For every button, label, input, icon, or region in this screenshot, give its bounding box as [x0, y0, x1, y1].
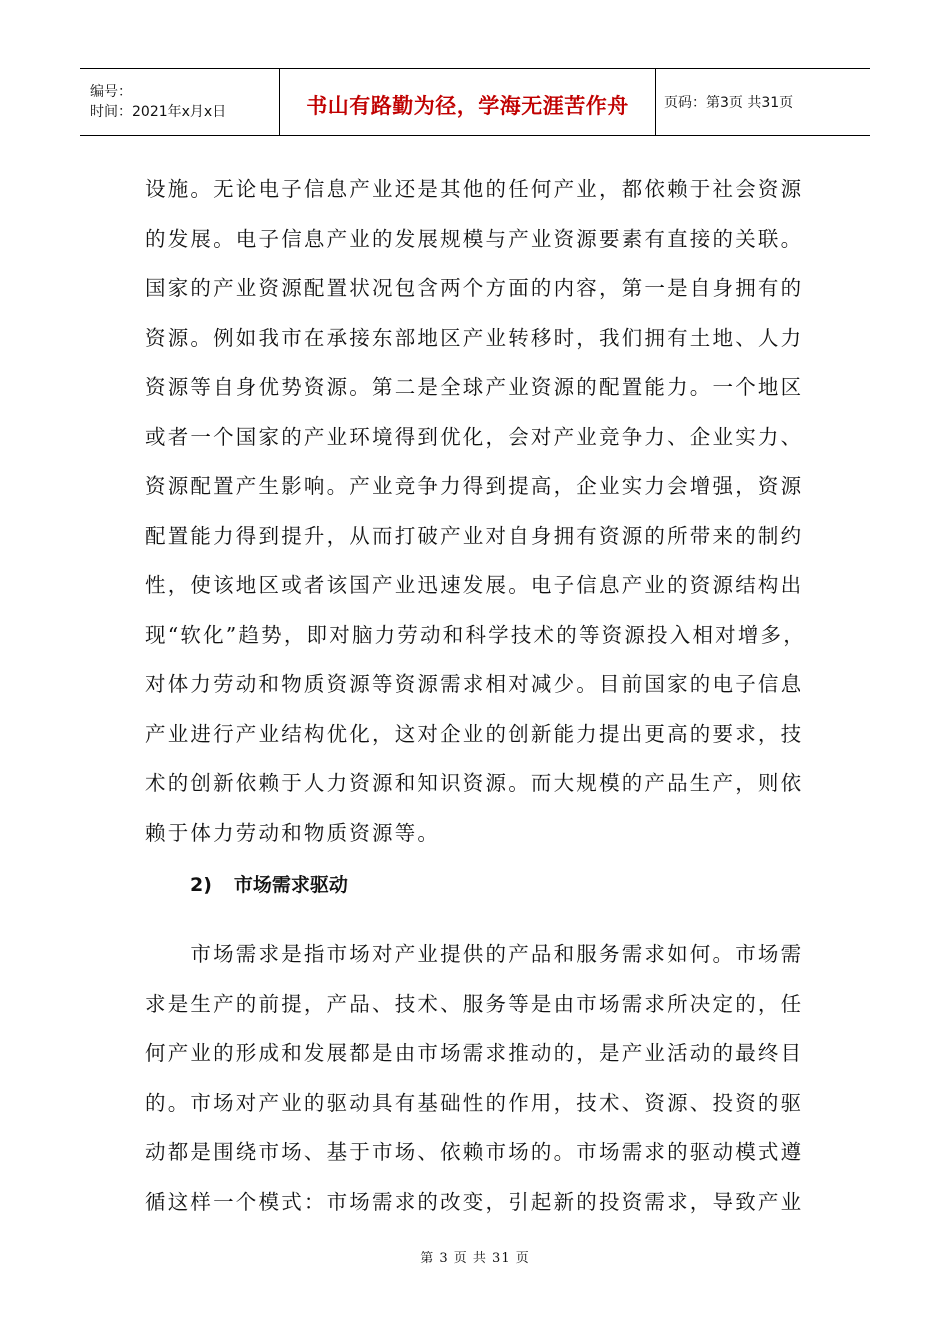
- text-line: 性，使该地区或者该国产业迅速发展。电子信息产业的资源结构出: [145, 573, 804, 597]
- text-line: 或者一个国家的产业环境得到优化，会对产业竞争力、企业实力、: [145, 424, 804, 449]
- document-number-label: 编号：: [90, 84, 132, 100]
- text-line: 赖于体力劳动和物质资源等。: [145, 820, 441, 845]
- text-line: 资源配置产生影响。产业竞争力得到提高，企业实力会增强，资源: [145, 474, 804, 498]
- header-page-info: 页码：第3页 共31页: [664, 95, 794, 111]
- header-motto: 书山有路勤为径，学海无涯苦作舟: [306, 94, 629, 118]
- paragraph-market-demand: [145, 930, 804, 1227]
- text-line: 动都是围绕市场、基于市场、依赖市场的。市场需求的驱动模式遵: [145, 1140, 804, 1164]
- text-line: 现“软化”趋势，即对脑力劳动和科学技术的等资源投入相对增多，: [145, 622, 806, 647]
- document-date: 时间：2021年x月x日: [90, 104, 227, 120]
- text-line: 循这样一个模式：市场需求的改变，引起新的投资需求，导致产业: [145, 1189, 804, 1214]
- page-header: [80, 68, 870, 136]
- paragraph-resources: [145, 165, 806, 858]
- text-line: 的发展。电子信息产业的发展规模与产业资源要素有直接的关联。: [145, 226, 804, 251]
- text-line: 配置能力得到提升，从而打破产业对自身拥有资源的所带来的制约: [145, 523, 804, 548]
- section-title: 市场需求驱动: [233, 874, 348, 896]
- text-line: 何产业的形成和发展都是由市场需求推动的，是产业活动的最终目: [145, 1041, 804, 1065]
- text-line: 对体力劳动和物质资源等资源需求相对减少。目前国家的电子信息: [145, 672, 804, 696]
- text-line: 术的创新依赖于人力资源和知识资源。而大规模的产品生产，则依: [145, 771, 804, 795]
- text-line: 设施。无论电子信息产业还是其他的任何产业，都依赖于社会资源: [145, 177, 804, 201]
- text-line: 国家的产业资源配置状况包含两个方面的内容，第一是自身拥有的: [145, 276, 804, 300]
- text-line: 市场需求是指市场对产业提供的产品和服务需求如何。市场需: [145, 942, 804, 966]
- section-heading: [190, 870, 348, 897]
- header-motto-cell: [280, 69, 656, 135]
- section-number: 2): [190, 874, 212, 896]
- text-line: 的。市场对产业的驱动具有基础性的作用，技术、资源、投资的驱: [145, 1090, 804, 1115]
- text-line: 资源等自身优势资源。第二是全球产业资源的配置能力。一个地区: [145, 375, 804, 399]
- header-page-info-cell: [656, 69, 870, 135]
- text-line: 产业进行产业结构优化，这对企业的创新能力提出更高的要求，技: [145, 721, 804, 746]
- page-footer: 第 3 页 共 31 页: [420, 1251, 530, 1266]
- text-line: 求是生产的前提，产品、技术、服务等是由市场需求所决定的，任: [145, 991, 804, 1016]
- header-meta: [80, 69, 280, 135]
- text-line: 资源。例如我市在承接东部地区产业转移时，我们拥有土地、人力: [145, 325, 804, 350]
